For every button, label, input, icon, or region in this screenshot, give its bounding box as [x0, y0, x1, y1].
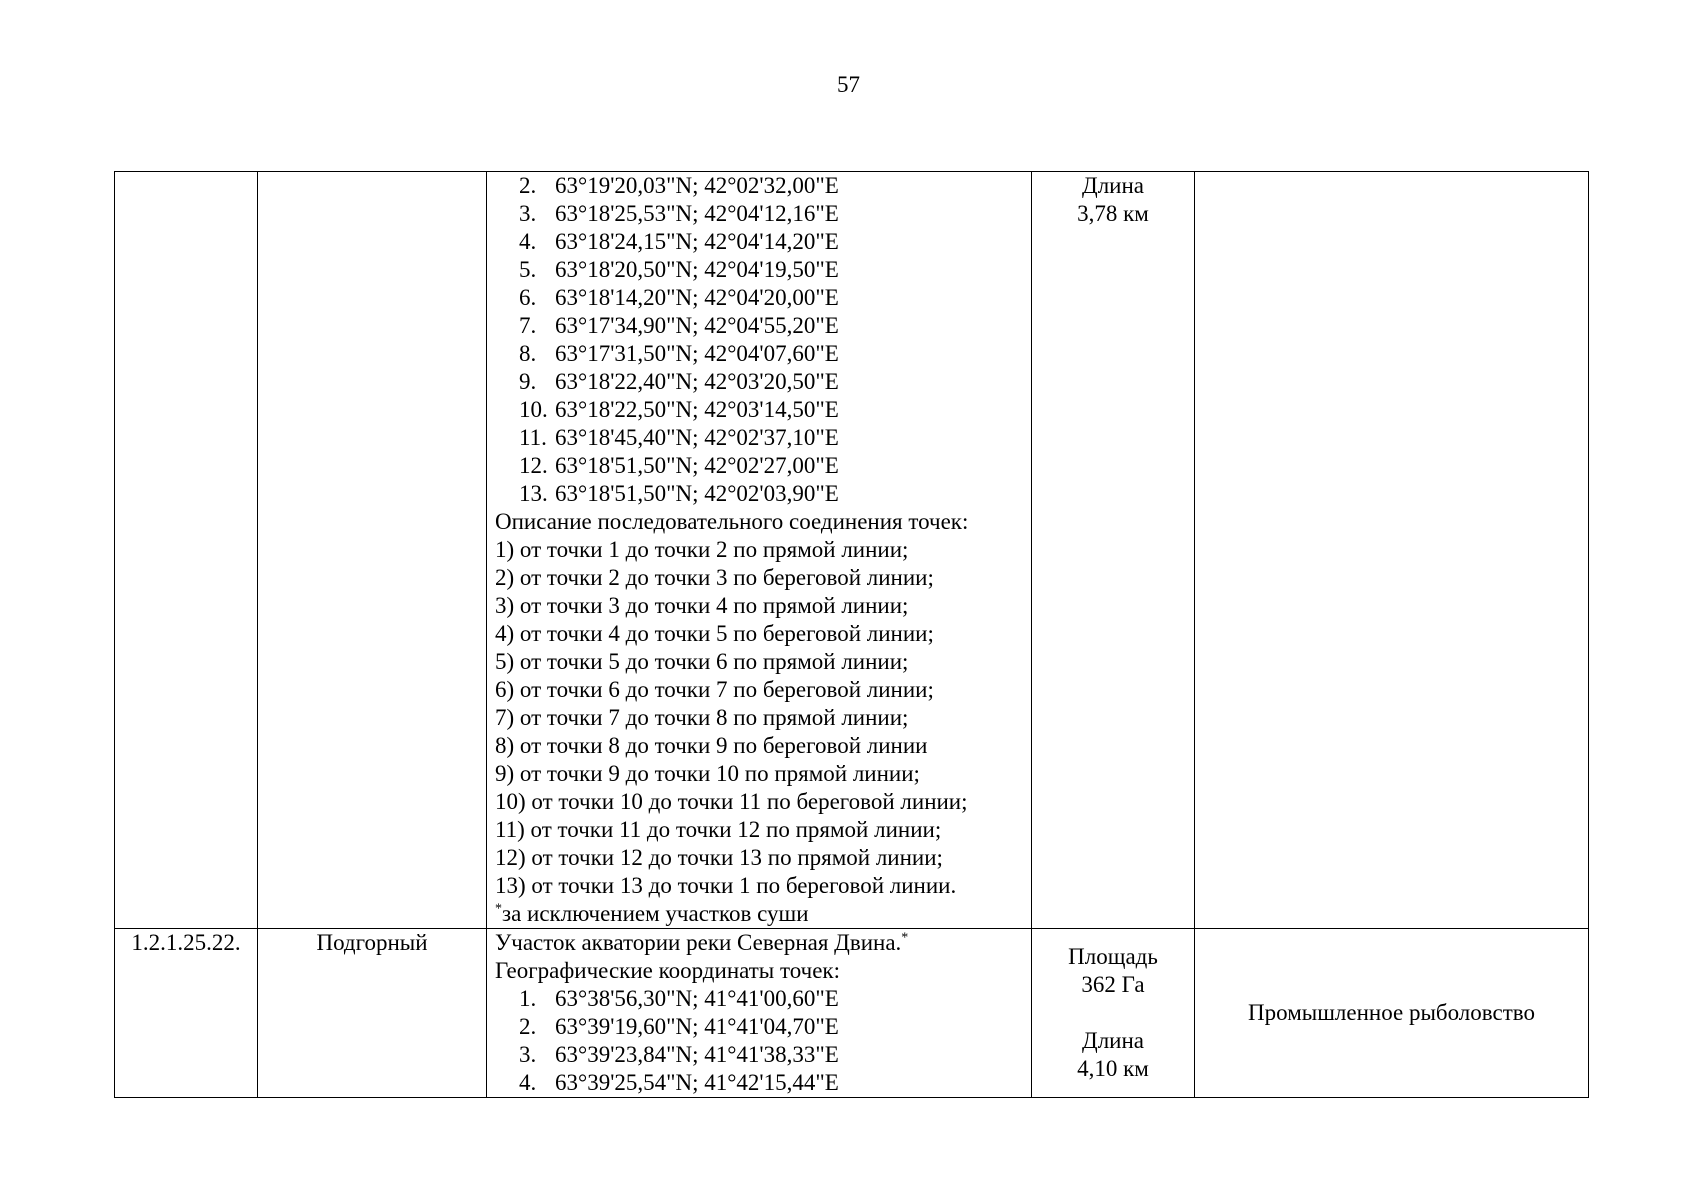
coordinate-value: 63°18'45,40"N; 42°02'37,10"E [555, 425, 839, 450]
connection-item: 10) от точки 10 до точки 11 по береговой линии; [495, 789, 968, 814]
coordinate-index: 1. [519, 986, 537, 1011]
coordinate-index: 2. [519, 173, 537, 198]
coordinate-list [495, 985, 1023, 1097]
length-label: Длина [1082, 173, 1144, 198]
description-title [495, 929, 1023, 957]
coordinate-index: 13. [519, 481, 548, 506]
row-name-cell: Подгорный [258, 929, 487, 1098]
page-number: 57 [837, 72, 860, 97]
connection-item: 9) от точки 9 до точки 10 по прямой линии; [495, 761, 920, 786]
coordinate-value: 63°18'24,15"N; 42°04'14,20"E [555, 229, 839, 254]
coordinate-index: 3. [519, 1042, 537, 1067]
coordinate-item [495, 1041, 1023, 1069]
length-label: Длина [1082, 1028, 1144, 1053]
coordinate-index: 7. [519, 313, 537, 338]
length-value: 4,10 км [1077, 1056, 1149, 1081]
description-mark: * [901, 930, 909, 946]
coordinate-value: 63°18'20,50"N; 42°04'19,50"E [555, 257, 839, 282]
coordinate-item [495, 284, 1023, 312]
footnote [495, 900, 1023, 928]
coordinate-index: 12. [519, 453, 548, 478]
fishing-areas-table [114, 171, 1589, 1098]
connection-item: 5) от точки 5 до точки 6 по прямой линии; [495, 649, 909, 674]
coordinate-index: 6. [519, 285, 537, 310]
coordinate-index: 2. [519, 1014, 537, 1039]
area-value: 362 Га [1081, 972, 1145, 997]
coordinate-index: 5. [519, 257, 537, 282]
coordinate-item [495, 368, 1023, 396]
coordinate-item [495, 200, 1023, 228]
coordinate-value: 63°18'51,50"N; 42°02'03,90"E [555, 481, 839, 506]
connection-item: 2) от точки 2 до точки 3 по береговой линии; [495, 565, 934, 590]
coordinate-index: 11. [519, 425, 547, 450]
coordinate-value: 63°39'19,60"N; 41°41'04,70"E [555, 1014, 839, 1039]
coordinate-item [495, 228, 1023, 256]
coordinate-value: 63°17'31,50"N; 42°04'07,60"E [555, 341, 839, 366]
length-value: 3,78 км [1077, 201, 1149, 226]
coordinate-index: 9. [519, 369, 537, 394]
coordinate-index: 4. [519, 229, 537, 254]
coordinate-index: 3. [519, 201, 537, 226]
coordinate-index: 8. [519, 341, 537, 366]
connection-item: 8) от точки 8 до точки 9 по береговой линии [495, 733, 928, 758]
coordinate-value: 63°18'22,40"N; 42°03'20,50"E [555, 369, 839, 394]
row-measure-cell [1032, 929, 1195, 1098]
row-usage-cell: Промышленное рыболовство [1195, 929, 1589, 1098]
coordinate-item [495, 396, 1023, 424]
coordinate-item [495, 1069, 1023, 1097]
row-name-cell [258, 172, 487, 929]
coordinate-value: 63°18'14,20"N; 42°04'20,00"E [555, 285, 839, 310]
connection-item: 13) от точки 13 до точки 1 по береговой линии. [495, 873, 957, 898]
coordinate-item [495, 1013, 1023, 1041]
row-usage-cell [1195, 172, 1589, 929]
connection-item: 11) от точки 11 до точки 12 по прямой линии; [495, 817, 942, 842]
table-row [115, 929, 1589, 1098]
coordinate-index: 10. [519, 397, 548, 422]
coordinate-item [495, 172, 1023, 200]
coordinate-value: 63°18'51,50"N; 42°02'27,00"E [555, 453, 839, 478]
row-number-cell: 1.2.1.25.22. [115, 929, 258, 1098]
coordinate-item [495, 312, 1023, 340]
coordinate-item [495, 340, 1023, 368]
coordinate-item [495, 480, 1023, 508]
coordinate-item [495, 256, 1023, 284]
coordinate-value: 63°18'22,50"N; 42°03'14,50"E [555, 397, 839, 422]
connection-item: 3) от точки 3 до точки 4 по прямой линии; [495, 593, 909, 618]
connection-item: 12) от точки 12 до точки 13 по прямой линии; [495, 845, 943, 870]
row-measure-cell [1032, 172, 1195, 929]
row-description-cell [487, 172, 1032, 929]
connection-list [495, 536, 1023, 900]
coordinate-value: 63°19'20,03"N; 42°02'32,00"E [555, 173, 839, 198]
connection-item: 1) от точки 1 до точки 2 по прямой линии; [495, 537, 909, 562]
coordinate-item [495, 985, 1023, 1013]
spacer [1040, 999, 1186, 1027]
description-title-text: Участок акватории реки Северная Двина. [495, 930, 902, 955]
connection-item: 7) от точки 7 до точки 8 по прямой линии; [495, 705, 909, 730]
connection-item: 6) от точки 6 до точки 7 по береговой линии; [495, 677, 934, 702]
coordinate-item [495, 424, 1023, 452]
coordinate-value: 63°17'34,90"N; 42°04'55,20"E [555, 313, 839, 338]
coords-title: Географические координаты точек: [495, 958, 840, 983]
area-label: Площадь [1068, 944, 1158, 969]
coordinate-value: 63°39'23,84"N; 41°41'38,33"E [555, 1042, 839, 1067]
coordinate-value: 63°18'25,53"N; 42°04'12,16"E [555, 201, 839, 226]
table-row [115, 172, 1589, 929]
connection-title: Описание последовательного соединения точек: [495, 509, 969, 534]
coordinate-list [495, 172, 1023, 508]
connection-item: 4) от точки 4 до точки 5 по береговой линии; [495, 621, 934, 646]
coordinate-item [495, 452, 1023, 480]
coordinate-value: 63°38'56,30"N; 41°41'00,60"E [555, 986, 839, 1011]
footnote-mark: * [495, 901, 502, 917]
coordinate-value: 63°39'25,54"N; 41°42'15,44"E [555, 1070, 839, 1095]
coordinate-index: 4. [519, 1070, 537, 1095]
row-number-cell [115, 172, 258, 929]
row-description-cell [487, 929, 1032, 1098]
footnote-text: за исключением участков суши [502, 901, 809, 926]
